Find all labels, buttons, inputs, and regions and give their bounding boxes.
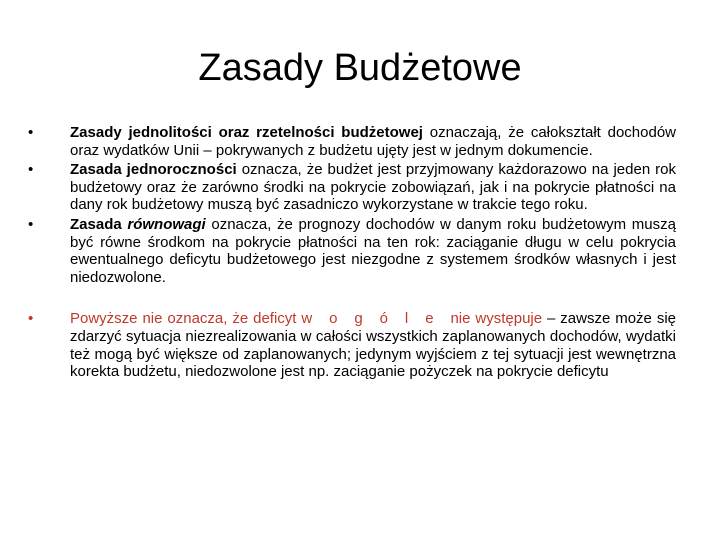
bullet-3-prefix: Zasada: [70, 215, 128, 233]
bullet-4-text: – zawsze może się zdarzyć sytuacja niezrealizowania w całości wszystkich zaplanowanych dochodów, wydatki też mogą być większe od zaplanowanych; jedynym wyjściem z tej sytuacji jest wewnętrzna korekta budżetu, niedozwolone jest np. zaciąganie pożyczek na pokrycie deficytu: [70, 310, 676, 381]
slide-title: Zasady Budżetowe: [198, 47, 522, 89]
bullet-dot-icon: •: [28, 215, 34, 233]
bullet-item-3: [28, 216, 676, 286]
bullet-item-2: [28, 161, 676, 214]
bullet-dot-icon: •: [28, 124, 34, 141]
bullet-2-bold: Zasada jednoroczności: [70, 161, 237, 179]
bullet-3-text: oznacza, że prognozy dochodów w danym roku budżetowym muszą być równe środkom na pokrycie płatności na ten rok: zaciąganie długu w celu pokrycia ewentualnego deficytu budżetowego jest niezgodne z systemem środków własnych i jest niedozwolone.: [70, 215, 676, 286]
bullet-4-red-end: nie występuje: [450, 310, 543, 328]
bullet-4-red-spaced: w o g ó l e: [301, 310, 451, 328]
bullet-item-1: [28, 124, 676, 159]
bullet-1-text: oznaczają, że całokształt dochodów oraz wydatków Unii – pokrywanych z budżetu ujęty jest w jednym dokumencie.: [70, 124, 676, 159]
bullet-2-text: oznacza, że budżet jest przyjmowany każdorazowo na jeden rok budżetowy oraz że zarówno środki na pokrycie zobowiązań, jak i na pokrycie płatności na dany rok budżetowy muszą być zasadniczo wykorzystane w trakcie tego roku.: [70, 161, 676, 214]
bullet-list: [28, 124, 676, 383]
bullet-dot-icon: •: [28, 310, 34, 328]
bullet-dot-icon: •: [28, 161, 34, 179]
bullet-1-bold: Zasady jednolitości oraz rzetelności budżetowej: [70, 124, 423, 141]
bullet-4-red-start: Powyższe nie oznacza, że deficyt: [70, 310, 302, 328]
bullet-3-bold: równowagi: [127, 215, 206, 233]
bullet-item-4: [28, 310, 676, 380]
